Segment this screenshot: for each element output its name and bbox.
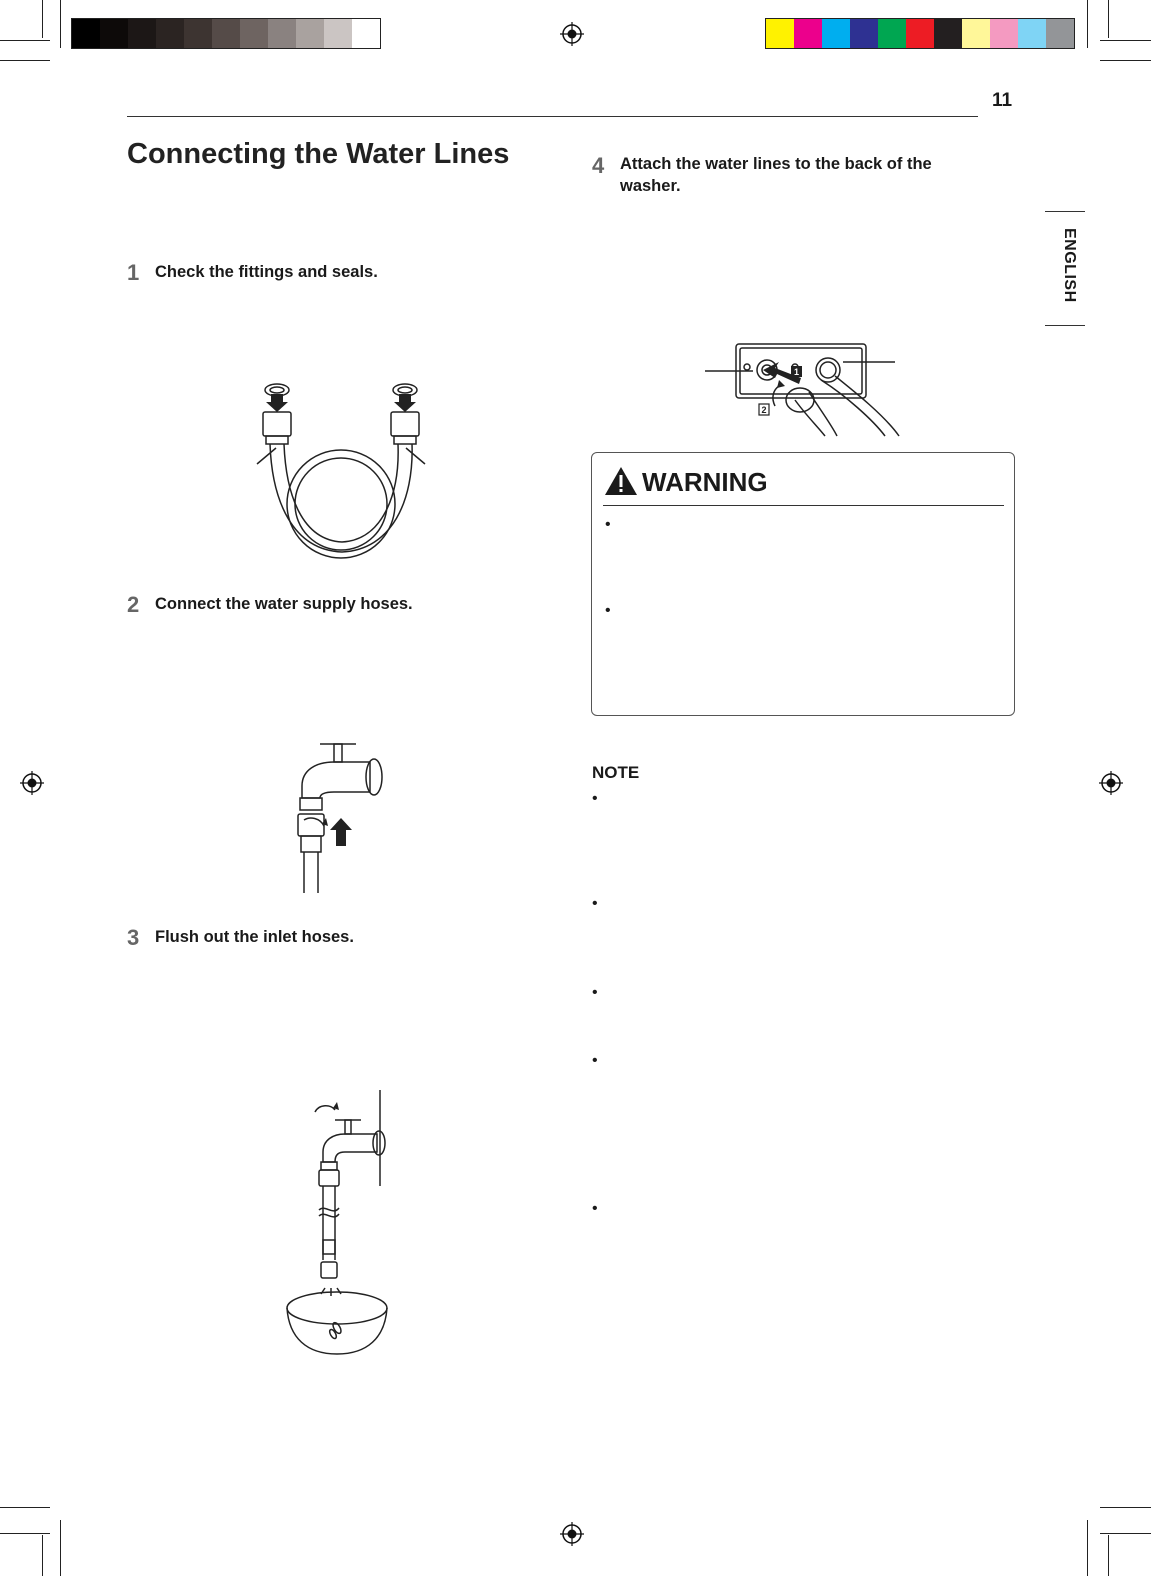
valve-label-two: 2 [761,405,767,415]
note-bullet: • [592,790,598,807]
color-swatch [822,19,850,48]
note-title: NOTE [592,763,640,782]
step-text: Flush out the inlet hoses. [155,928,354,946]
step-number: 2 [127,592,140,617]
note-bullet: • [592,1200,598,1217]
crop-mark [0,40,50,41]
warning-bullet: • [605,602,611,619]
crop-mark [0,1533,50,1534]
color-swatch [850,19,878,48]
color-swatch [934,19,962,48]
gray-swatch [156,19,184,48]
washer-back-connection-illustration [705,340,905,440]
page-title: Connecting the Water Lines [127,138,510,170]
warning-bullet: • [605,516,611,533]
note-bullet: • [592,895,598,912]
gray-swatch [296,19,324,48]
gray-swatch [324,19,352,48]
step-text: Attach the water lines to the back of the washer. [620,155,932,195]
header-rule [127,116,978,117]
warning-triangle-icon [604,466,638,496]
color-swatch [962,19,990,48]
faucet-connection-illustration [290,738,390,893]
crop-mark [1100,60,1151,61]
color-swatch [1046,19,1074,48]
hose-fittings-illustration [252,380,442,555]
color-swatch [906,19,934,48]
crop-mark [42,1535,43,1576]
crop-mark [1087,1520,1088,1576]
color-swatch [766,19,794,48]
crop-mark [60,0,61,48]
warning-title: WARNING [642,467,768,497]
flush-hose-illustration [285,1090,395,1360]
gray-swatch [100,19,128,48]
step-text: Connect the water supply hoses. [155,595,413,613]
registration-target-icon [560,1522,584,1546]
step-number: 1 [127,260,140,285]
warning-rule [603,505,1004,506]
crop-mark [0,1507,50,1508]
note-bullet: • [592,984,598,1001]
crop-mark [1100,1533,1151,1534]
color-swatch [1018,19,1046,48]
gray-swatch [128,19,156,48]
gray-swatch [268,19,296,48]
gray-swatch [352,19,380,48]
step-number: 4 [592,153,605,178]
crop-mark [1100,40,1151,41]
color-swatch [794,19,822,48]
color-swatch [990,19,1018,48]
gray-swatch [72,19,100,48]
gray-swatch [240,19,268,48]
grayscale-color-bar [71,18,381,49]
registration-target-icon [560,22,584,46]
gray-swatch [184,19,212,48]
valve-label-one: 1 [793,367,800,377]
crop-mark [0,60,50,61]
step-number: 3 [127,925,140,950]
note-bullet: • [592,1052,598,1069]
gray-swatch [212,19,240,48]
crop-mark [1100,1507,1151,1508]
crop-mark [60,1520,61,1576]
crop-mark [1108,0,1109,38]
crop-mark [1087,0,1088,48]
color-swatch [878,19,906,48]
page-number: 11 [992,90,1013,111]
process-color-bar [765,18,1075,49]
crop-mark [1108,1535,1109,1576]
crop-mark [42,0,43,38]
registration-target-icon [1099,771,1123,795]
registration-target-icon [20,771,44,795]
step-text: Check the fittings and seals. [155,263,378,281]
language-tab-label: ENGLISH [1061,228,1078,303]
